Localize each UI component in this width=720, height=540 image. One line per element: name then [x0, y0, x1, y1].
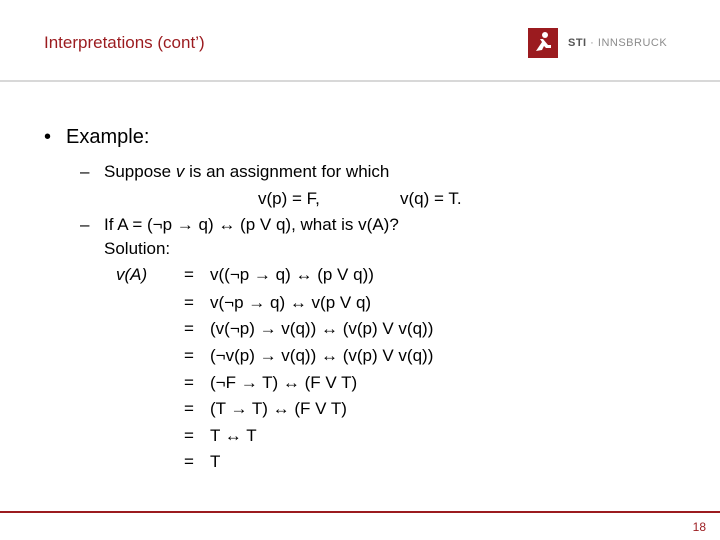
bullet-text: Example: [66, 126, 150, 148]
assignment-vq: v(q) = T. [400, 189, 462, 208]
step-sign: = [184, 426, 194, 445]
step-sign: = [184, 452, 194, 471]
sti-logo-icon [528, 28, 558, 58]
assignment-vp: v(p) = F, [258, 189, 320, 208]
step-expression: (¬v(p) → v(q)) ↔ (v(p) V v(q)) [210, 346, 434, 365]
logo-sti-text: STI [568, 37, 587, 49]
page-title: Interpretations (cont’) [44, 33, 205, 52]
step-expression: v((¬p → q) ↔ (p V q)) [210, 265, 374, 284]
sub-bullet-if: – If A = (¬p → q) ↔ (p V q), what is v(A)? [80, 213, 399, 237]
footer-divider [0, 511, 720, 513]
step-expression: T [210, 452, 221, 471]
header-divider [0, 80, 720, 82]
dash-icon: – [80, 162, 90, 181]
step-expression: (T → T) ↔ (F V T) [210, 399, 347, 418]
step-expression: (¬F → T) ↔ (F V T) [210, 373, 358, 392]
bullet-example [44, 126, 149, 149]
sub-bullet-suppose: – Suppose v is an assignment for which [80, 160, 389, 184]
step-sign: = [184, 346, 194, 365]
step-expression: T ↔ T [210, 426, 257, 445]
step-sign: = [184, 293, 194, 312]
dash-icon: – [80, 215, 90, 234]
page-number: 18 [692, 520, 706, 534]
logo-innsbruck-text: · INNSBRUCK [586, 37, 668, 49]
step-sign: = [184, 319, 194, 338]
step-sign: = [184, 265, 194, 284]
step-sign: = [184, 373, 194, 392]
step-expression: v(¬p → q) ↔ v(p V q) [210, 293, 372, 312]
step-sign: = [184, 399, 194, 418]
solution-lhs: v(A) [116, 265, 148, 284]
step-expression: (v(¬p) → v(q)) ↔ (v(p) V v(q)) [210, 319, 434, 338]
solution-label: Solution: [104, 239, 171, 258]
bullet-icon: • [44, 126, 52, 148]
